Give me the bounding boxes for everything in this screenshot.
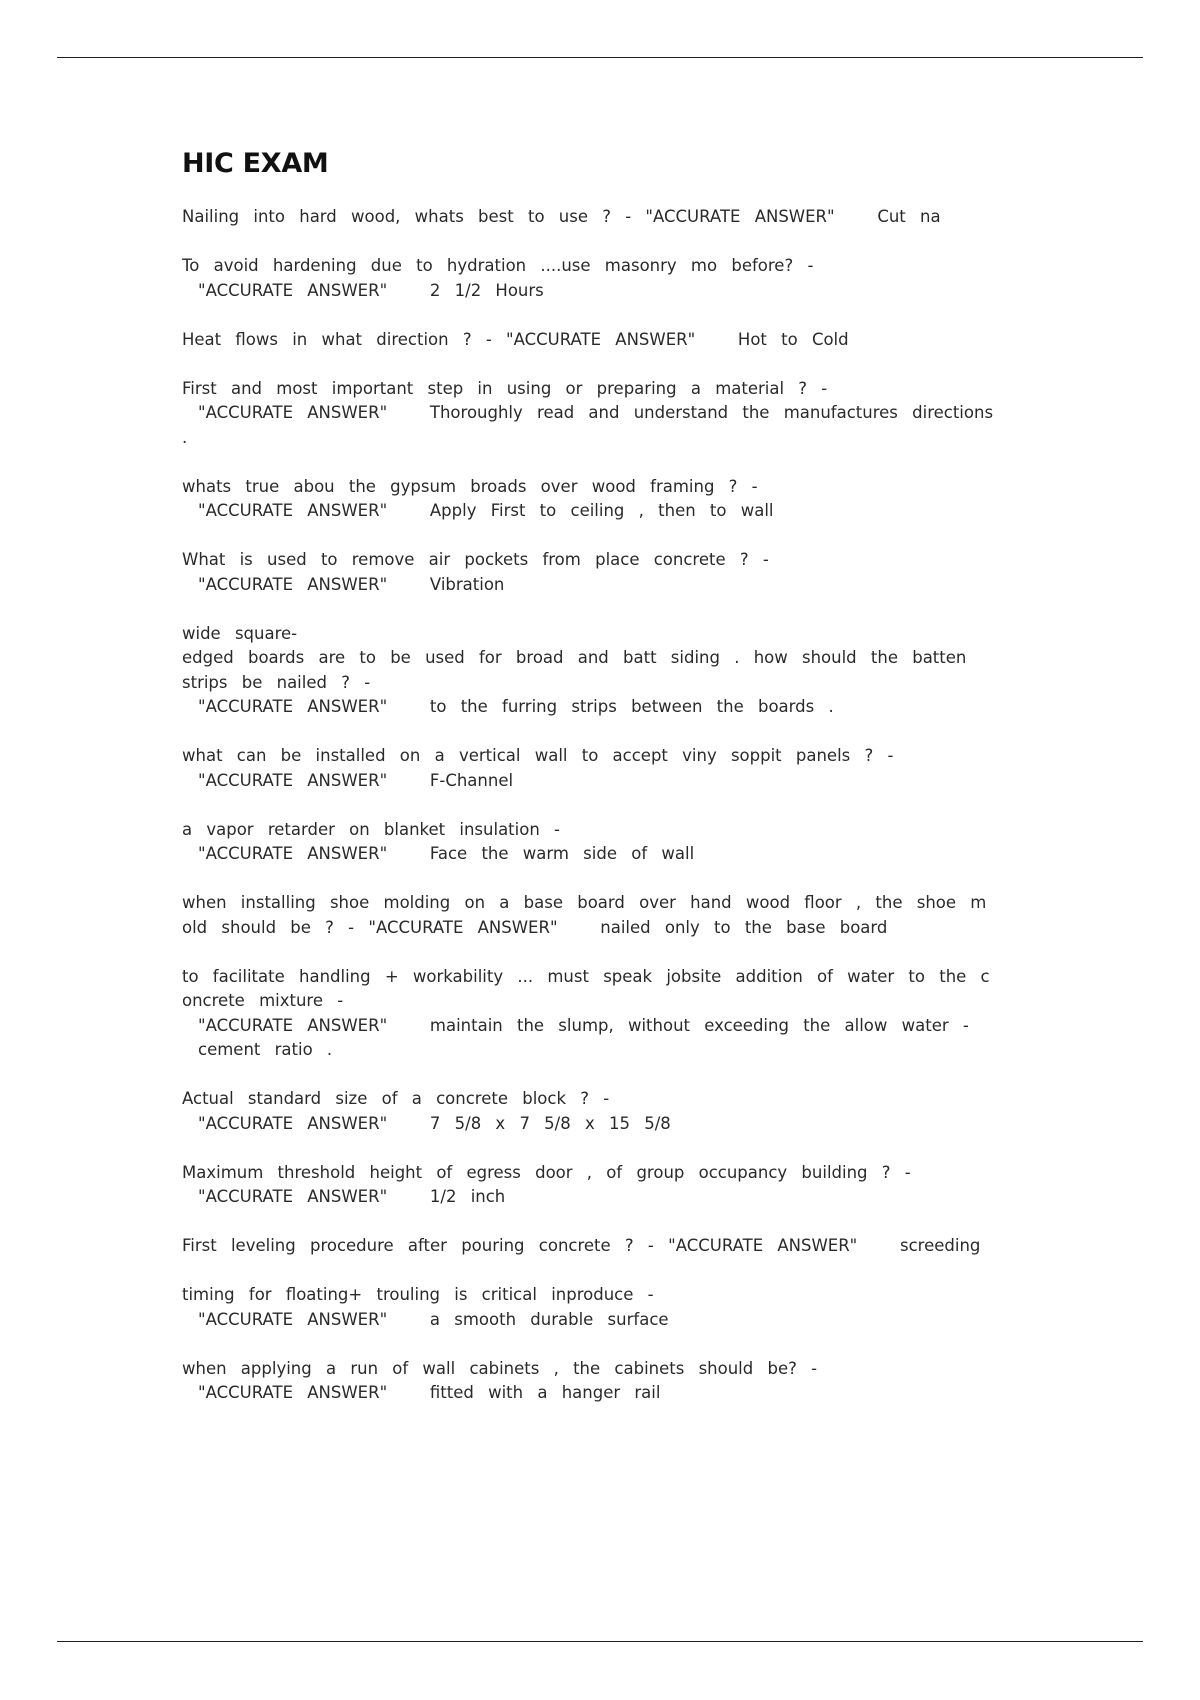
qa-item bbox=[182, 328, 1042, 353]
qa-line: What is used to remove air pockets from place concrete ? - bbox=[182, 550, 769, 569]
qa-line: oncrete mixture - bbox=[182, 991, 344, 1010]
qa-line: strips be nailed ? - bbox=[182, 672, 371, 692]
qa-line: what can be installed on a vertical wall to accept viny soppit panels ? - bbox=[182, 746, 894, 765]
qa-line: Heat flows in what direction ? - "ACCURATE ANSWER" Hot to Cold bbox=[182, 329, 849, 349]
qa-item bbox=[182, 1234, 1042, 1259]
qa-line: . bbox=[182, 427, 188, 447]
qa-line: whats true abou the gypsum broads over wood framing ? - bbox=[182, 476, 758, 496]
qa-line: "ACCURATE ANSWER" a smooth durable surface bbox=[198, 1309, 669, 1329]
qa-line: "ACCURATE ANSWER" Face the warm side of wall bbox=[198, 844, 695, 863]
qa-line: "ACCURATE ANSWER" to the furring strips between the boards . bbox=[198, 697, 834, 716]
qa-line: a vapor retarder on blanket insulation - bbox=[182, 819, 560, 839]
qa-line: when applying a run of wall cabinets , the cabinets should be? - bbox=[182, 1358, 818, 1378]
qa-item bbox=[182, 205, 1042, 230]
qa-line: First and most important step in using or preparing a material ? - bbox=[182, 378, 828, 398]
qa-item bbox=[182, 744, 1042, 793]
qa-line: wide square- bbox=[182, 623, 298, 643]
qa-line: old should be ? - "ACCURATE ANSWER" nailed only to the base board bbox=[182, 917, 888, 937]
qa-line: "ACCURATE ANSWER" maintain the slump, without exceeding the allow water - bbox=[198, 1015, 969, 1035]
qa-line: timing for floating+ trouling is critical inproduce - bbox=[182, 1285, 654, 1304]
qa-line: edged boards are to be used for broad and batt siding . how should the batten bbox=[182, 648, 967, 667]
qa-line: Nailing into hard wood, whats best to use ? - "ACCURATE ANSWER" Cut na bbox=[182, 207, 941, 226]
document-title: HIC EXAM bbox=[182, 148, 329, 179]
qa-item bbox=[182, 475, 1042, 524]
qa-line: "ACCURATE ANSWER" fitted with a hanger rail bbox=[198, 1383, 661, 1402]
qa-line: "ACCURATE ANSWER" Thoroughly read and understand the manufactures directions bbox=[198, 403, 994, 422]
qa-line: "ACCURATE ANSWER" Vibration bbox=[198, 574, 505, 594]
qa-line: Actual standard size of a concrete block ? - bbox=[182, 1089, 610, 1108]
qa-list bbox=[182, 205, 1042, 1406]
qa-line: "ACCURATE ANSWER" 7 5/8 x 7 5/8 x 15 5/8 bbox=[198, 1113, 671, 1133]
qa-item bbox=[182, 1283, 1042, 1332]
header-rule bbox=[57, 57, 1143, 58]
document-body bbox=[182, 148, 1042, 1430]
qa-item bbox=[182, 965, 1042, 1063]
qa-item bbox=[182, 254, 1042, 303]
qa-item bbox=[182, 1161, 1042, 1210]
qa-line: To avoid hardening due to hydration ....use masonry mo before? - bbox=[182, 256, 814, 275]
qa-line: cement ratio . bbox=[198, 1040, 333, 1059]
qa-item bbox=[182, 377, 1042, 451]
qa-item bbox=[182, 548, 1042, 597]
qa-item bbox=[182, 1087, 1042, 1136]
qa-line: First leveling procedure after pouring concrete ? - "ACCURATE ANSWER" screeding bbox=[182, 1236, 981, 1255]
qa-line: "ACCURATE ANSWER" F-Channel bbox=[198, 770, 514, 790]
qa-line: "ACCURATE ANSWER" Apply First to ceiling , then to wall bbox=[198, 501, 774, 520]
qa-line: "ACCURATE ANSWER" 1/2 inch bbox=[198, 1187, 506, 1206]
qa-line: "ACCURATE ANSWER" 2 1/2 Hours bbox=[198, 280, 544, 300]
qa-item bbox=[182, 891, 1042, 940]
footer-rule bbox=[57, 1641, 1143, 1642]
qa-item bbox=[182, 1357, 1042, 1406]
qa-item bbox=[182, 818, 1042, 867]
qa-item bbox=[182, 622, 1042, 720]
qa-line: Maximum threshold height of egress door , of group occupancy building ? - bbox=[182, 1162, 911, 1182]
qa-line: when installing shoe molding on a base board over hand wood floor , the shoe m bbox=[182, 893, 987, 912]
qa-line: to facilitate handling + workability ... must speak jobsite addition of water to the c bbox=[182, 966, 990, 986]
